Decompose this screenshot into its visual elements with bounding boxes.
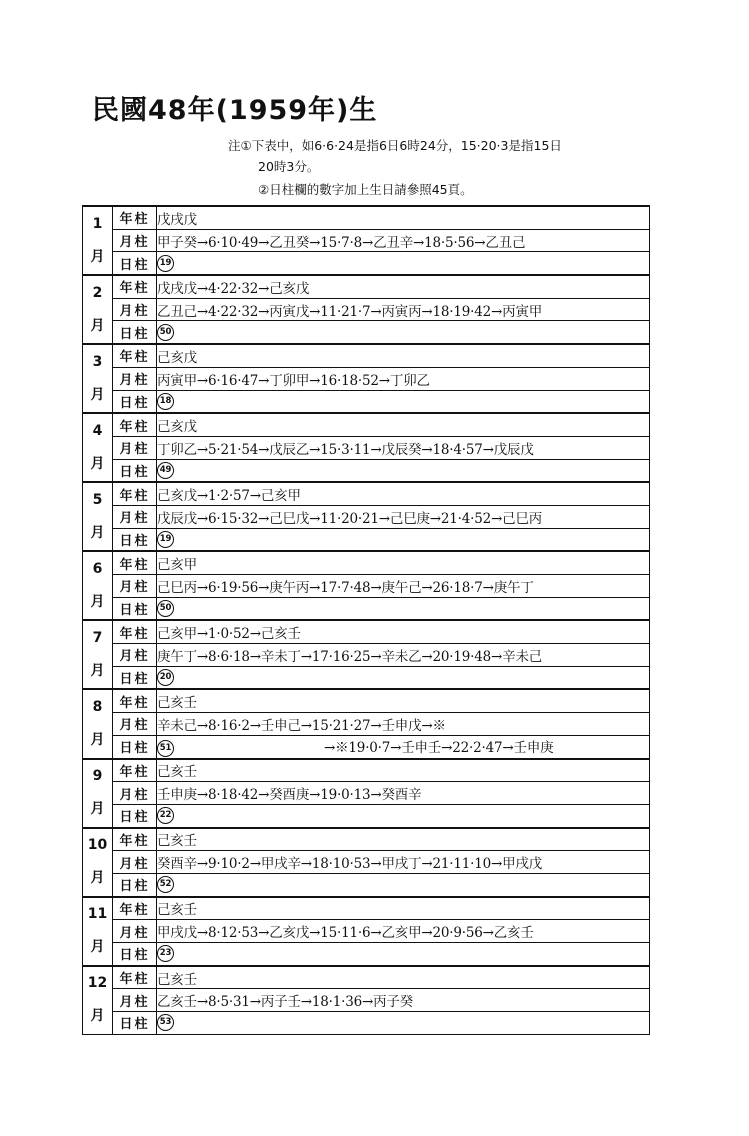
table-row: [83, 620, 650, 643]
day-pillar-label: 日柱: [113, 528, 157, 551]
table-row: [83, 943, 650, 966]
month-number: 12: [87, 975, 108, 992]
table-row: [83, 782, 650, 805]
day-pillar-label: 日柱: [113, 943, 157, 966]
month-pillar-label: 月柱: [113, 229, 157, 252]
table-row: [83, 689, 650, 712]
month-cell: [83, 344, 113, 413]
year-pillar-value: 己亥壬: [157, 828, 650, 851]
table-row: [83, 759, 650, 782]
month-number: 6: [92, 560, 103, 577]
circled-number: 52: [157, 876, 174, 893]
month-suffix: 月: [90, 593, 105, 610]
table-row: [83, 873, 650, 896]
month-pillar-value: 庚午丁→8·6·18→辛未丁→17·16·25→辛未乙→20·19·48→辛未己: [157, 644, 650, 667]
table-row: [83, 459, 650, 482]
circled-number: 18: [157, 393, 174, 410]
month-cell: [83, 206, 113, 275]
table-row: [83, 413, 650, 436]
month-pillar-label: 月柱: [113, 782, 157, 805]
table-row: [83, 804, 650, 827]
year-pillar-label: 年柱: [113, 897, 157, 920]
day-pillar-label: 日柱: [113, 873, 157, 896]
day-pillar-label: 日柱: [113, 390, 157, 413]
table-row: [83, 666, 650, 689]
table-row: [83, 920, 650, 943]
month-cell: [83, 966, 113, 1035]
note-line-3: ②日柱欄的數字加上生日請參照45頁。: [258, 182, 473, 197]
month-cell: [83, 482, 113, 551]
year-pillar-label: 年柱: [113, 206, 157, 229]
month-pillar-label: 月柱: [113, 298, 157, 321]
table-row: [83, 989, 650, 1012]
table-row: [83, 367, 650, 390]
month-pillar-label: 月柱: [113, 713, 157, 736]
month-pillar-label: 月柱: [113, 920, 157, 943]
note-line-1: 注①下表中，如6·6·24是指6日6時24分，15·20·3是指15日: [228, 138, 562, 153]
table-row: [83, 735, 650, 758]
month-pillar-label: 月柱: [113, 575, 157, 598]
day-pillar-value: [157, 735, 650, 758]
table-row: [83, 1012, 650, 1035]
day-pillar-label: 日柱: [113, 1012, 157, 1035]
day-pillar-value: [157, 459, 650, 482]
table-row: [83, 482, 650, 505]
day-pillar-value: [157, 597, 650, 620]
day-pillar-label: 日柱: [113, 804, 157, 827]
year-pillar-label: 年柱: [113, 759, 157, 782]
circled-number: 20: [157, 669, 174, 686]
month-cell: [83, 689, 113, 758]
day-pillar-value: [157, 873, 650, 896]
month-number: 5: [92, 491, 103, 508]
month-number: 10: [87, 837, 108, 854]
year-pillar-label: 年柱: [113, 344, 157, 367]
table-row: [83, 275, 650, 298]
table-row: [83, 644, 650, 667]
circled-number: 50: [157, 324, 174, 341]
table-row: [83, 344, 650, 367]
year-pillar-label: 年柱: [113, 551, 157, 574]
circled-number: 49: [157, 462, 174, 479]
month-suffix: 月: [90, 662, 105, 679]
table-row: [83, 851, 650, 874]
month-suffix: 月: [90, 1008, 105, 1025]
month-pillar-value: 丁卯乙→5·21·54→戊辰乙→15·3·11→戊辰癸→18·4·57→戊辰戊: [157, 436, 650, 459]
pillar-table: [82, 205, 650, 1035]
circled-number: 19: [157, 531, 174, 548]
day-pillar-value: [157, 666, 650, 689]
month-suffix: 月: [90, 524, 105, 541]
month-pillar-label: 月柱: [113, 851, 157, 874]
month-suffix: 月: [90, 317, 105, 334]
month-cell: [83, 275, 113, 344]
table-row: [83, 528, 650, 551]
day-pillar-label: 日柱: [113, 597, 157, 620]
year-pillar-label: 年柱: [113, 275, 157, 298]
month-suffix: 月: [90, 248, 105, 265]
month-pillar-value: 辛未己→8·16·2→壬申己→15·21·27→壬申戊→※: [157, 713, 650, 736]
circled-number: 23: [157, 945, 174, 962]
day-pillar-value: [157, 1012, 650, 1035]
year-pillar-label: 年柱: [113, 413, 157, 436]
table-row: [83, 575, 650, 598]
year-pillar-value: 己亥甲: [157, 551, 650, 574]
table-row: [83, 551, 650, 574]
month-pillar-value: 己巳丙→6·19·56→庚午丙→17·7·48→庚午己→26·18·7→庚午丁: [157, 575, 650, 598]
year-pillar-label: 年柱: [113, 620, 157, 643]
month-cell: [83, 828, 113, 897]
month-cell: [83, 620, 113, 689]
table-row: [83, 321, 650, 344]
table-row: [83, 966, 650, 989]
year-pillar-label: 年柱: [113, 966, 157, 989]
year-pillar-value: 戊戌戊: [157, 206, 650, 229]
month-cell: [83, 413, 113, 482]
month-number: 1: [92, 215, 103, 232]
month-number: 3: [92, 353, 103, 370]
month-pillar-label: 月柱: [113, 644, 157, 667]
month-pillar-label: 月柱: [113, 436, 157, 459]
month-suffix: 月: [90, 386, 105, 403]
year-pillar-value: 己亥戊: [157, 344, 650, 367]
month-number: 7: [92, 629, 103, 646]
month-number: 2: [92, 284, 103, 301]
table-row: [83, 298, 650, 321]
month-pillar-value: 甲子癸→6·10·49→乙丑癸→15·7·8→乙丑辛→18·5·56→乙丑己: [157, 229, 650, 252]
day-pillar-label: 日柱: [113, 666, 157, 689]
month-pillar-label: 月柱: [113, 989, 157, 1012]
year-pillar-value: 己亥戊→1·2·57→己亥甲: [157, 482, 650, 505]
month-suffix: 月: [90, 939, 105, 956]
table-row: [83, 252, 650, 275]
year-pillar-value: 己亥戊: [157, 413, 650, 436]
year-pillar-value: 戊戌戊→4·22·32→己亥戊: [157, 275, 650, 298]
day-pillar-value: [157, 252, 650, 275]
day-pillar-label: 日柱: [113, 321, 157, 344]
month-suffix: 月: [90, 455, 105, 472]
month-pillar-value: 乙丑己→4·22·32→丙寅戊→11·21·7→丙寅丙→18·19·42→丙寅甲: [157, 298, 650, 321]
month-cell: [83, 759, 113, 828]
day-pillar-label: 日柱: [113, 735, 157, 758]
day-pillar-value: [157, 390, 650, 413]
table-row: [83, 505, 650, 528]
day-pillar-value: [157, 528, 650, 551]
month-number: 9: [92, 768, 103, 785]
month-number: 11: [87, 906, 108, 923]
year-pillar-label: 年柱: [113, 482, 157, 505]
month-pillar-label: 月柱: [113, 505, 157, 528]
month-suffix: 月: [90, 731, 105, 748]
month-suffix: 月: [90, 801, 105, 818]
circled-number: 50: [157, 600, 174, 617]
note-line-2: 20時3分。: [258, 159, 320, 174]
month-pillar-value: 乙亥壬→8·5·31→丙子壬→18·1·36→丙子癸: [157, 989, 650, 1012]
day-pillar-value: [157, 943, 650, 966]
table-row: [83, 436, 650, 459]
table-row: [83, 713, 650, 736]
year-pillar-value: 己亥甲→1·0·52→己亥壬: [157, 620, 650, 643]
table-row: [83, 206, 650, 229]
day-pillar-label: 日柱: [113, 459, 157, 482]
month-pillar-value: 戊辰戊→6·15·32→己巳戊→11·20·21→己巳庚→21·4·52→己巳丙: [157, 505, 650, 528]
month-pillar-value: 甲戌戊→8·12·53→乙亥戊→15·11·6→乙亥甲→20·9·56→乙亥壬: [157, 920, 650, 943]
month-pillar-label: 月柱: [113, 367, 157, 390]
day-pillar-value: [157, 321, 650, 344]
day-pillar-label: 日柱: [113, 252, 157, 275]
month-suffix: 月: [90, 870, 105, 887]
day-pillar-value: [157, 804, 650, 827]
year-pillar-value: 己亥壬: [157, 759, 650, 782]
year-pillar-value: 己亥壬: [157, 897, 650, 920]
table-row: [83, 828, 650, 851]
month-number: 4: [92, 422, 103, 439]
continuation-text: →※19·0·7→壬申壬→22·2·47→壬申庚: [324, 740, 554, 757]
year-pillar-value: 己亥壬: [157, 689, 650, 712]
circled-number: 22: [157, 807, 174, 824]
page-title: 民國48年(1959年)生: [92, 95, 378, 126]
month-pillar-value: 丙寅甲→6·16·47→丁卯甲→16·18·52→丁卯乙: [157, 367, 650, 390]
table-row: [83, 229, 650, 252]
table-row: [83, 897, 650, 920]
circled-number: 53: [157, 1014, 174, 1031]
month-number: 8: [92, 698, 103, 715]
table-row: [83, 390, 650, 413]
month-cell: [83, 897, 113, 966]
year-pillar-value: 己亥壬: [157, 966, 650, 989]
year-pillar-label: 年柱: [113, 689, 157, 712]
month-cell: [83, 551, 113, 620]
month-pillar-value: 癸酉辛→9·10·2→甲戌辛→18·10·53→甲戌丁→21·11·10→甲戌戊: [157, 851, 650, 874]
month-pillar-value: 壬申庚→8·18·42→癸酉庚→19·0·13→癸酉辛: [157, 782, 650, 805]
circled-number: 51: [157, 740, 174, 757]
circled-number: 19: [157, 255, 174, 272]
year-pillar-label: 年柱: [113, 828, 157, 851]
table-row: [83, 597, 650, 620]
